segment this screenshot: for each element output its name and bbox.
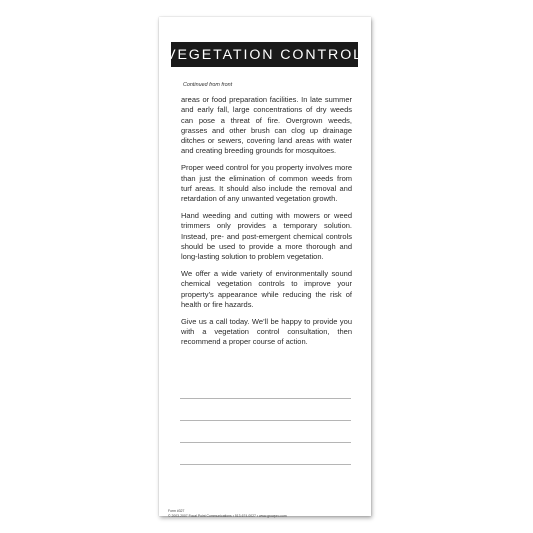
write-in-line xyxy=(180,420,351,421)
title-banner xyxy=(166,42,363,67)
paragraph: Proper weed control for you property involves more than just the elimination of common weeds from turf areas. It should also include the removal and retardation of any unwanted vegetation growth. xyxy=(181,163,352,204)
paragraph: Give us a call today. We’ll be happy to provide you with a vegetation control consultation, then recommend a proper course of action. xyxy=(181,316,352,347)
footer xyxy=(168,509,287,518)
write-in-line xyxy=(180,442,351,443)
rack-card xyxy=(159,17,371,516)
form-number: Form #327 xyxy=(168,509,185,513)
continued-note: Continued from front xyxy=(183,82,233,88)
paragraph: areas or food preparation facilities. In late summer and early fall, large concentrations of dry weeds can pose a threat of fire. Overgrown weeds, grasses and other brush can clog up drainage ditches or sewers, covering land areas with water and creating breeding grounds for mosquitoes. xyxy=(181,95,352,156)
copyright-line: © 2003-2007 Focal Point Communications • 513-674-0027 • www.growpro.com xyxy=(168,513,287,518)
body-text xyxy=(181,95,352,354)
write-in-line xyxy=(180,464,351,465)
card-title: VEGETATION CONTROL xyxy=(166,46,363,63)
write-in-line xyxy=(180,398,351,399)
paragraph: Hand weeding and cutting with mowers or weed trimmers only provides a temporary solution. Instead, pre- and post-emergent chemical controls should be used to provide a more thorough and long-lasting solution to problem vegetation. xyxy=(181,210,352,262)
paragraph: We offer a wide variety of environmentally sound chemical vegetation controls to improve your property’s appearance while reducing the risk of health or fire hazards. xyxy=(181,268,352,309)
